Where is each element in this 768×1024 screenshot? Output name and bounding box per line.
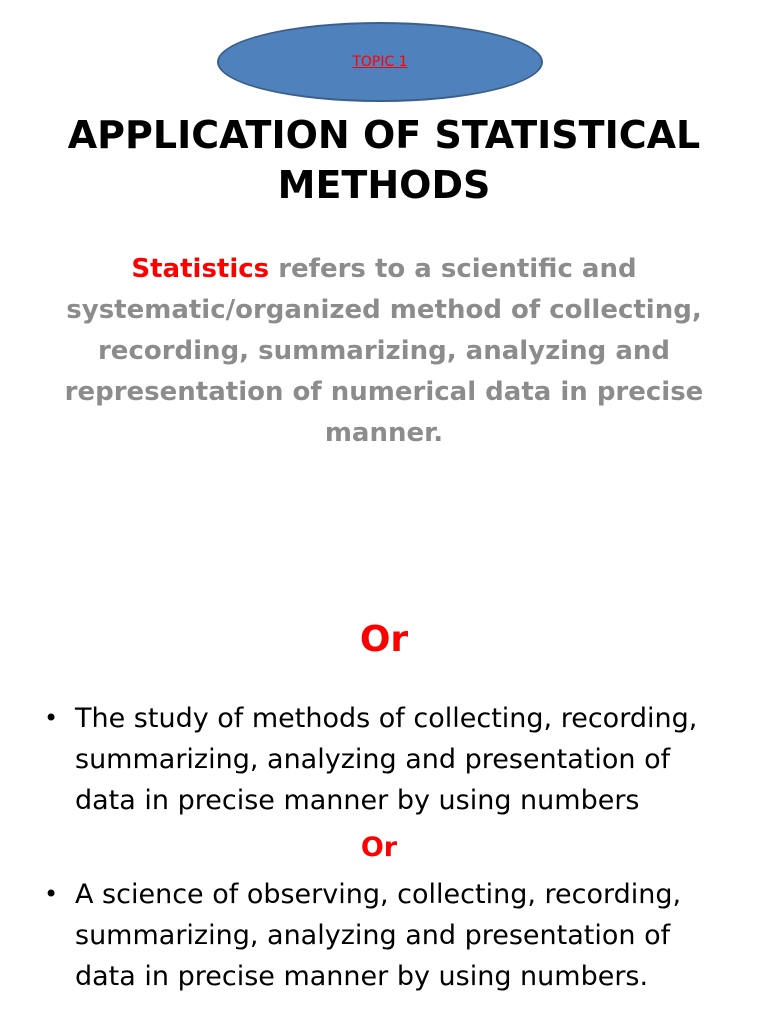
separator-or-small: Or — [360, 832, 398, 863]
definition-paragraph — [60, 249, 708, 454]
definition-text: refers to a scientific and systematic/organized method of collecting, recording, summarizing, analyzing and representation of numerical data in precise manner. — [64, 254, 704, 448]
bullet-marker: • — [44, 880, 59, 908]
bullet-item-1 — [44, 698, 734, 821]
bullet-marker: • — [44, 704, 59, 732]
slide-title: APPLICATION OF STATISTICAL METHODS — [67, 113, 701, 207]
bullet-text: The study of methods of collecting, recording, summarizing, analyzing and presentation of data in precise manner by using numbers — [75, 703, 698, 816]
bullet-text: A science of observing, collecting, recording, summarizing, analyzing and presentation of data in precise manner by using numbers. — [75, 879, 682, 992]
bullet-item-2 — [44, 874, 734, 997]
topic-label[interactable]: TOPIC 1 — [352, 54, 408, 70]
separator-or-large: Or — [359, 619, 409, 660]
definition-term: Statistics — [131, 254, 270, 284]
topic-oval-shape — [217, 22, 543, 102]
